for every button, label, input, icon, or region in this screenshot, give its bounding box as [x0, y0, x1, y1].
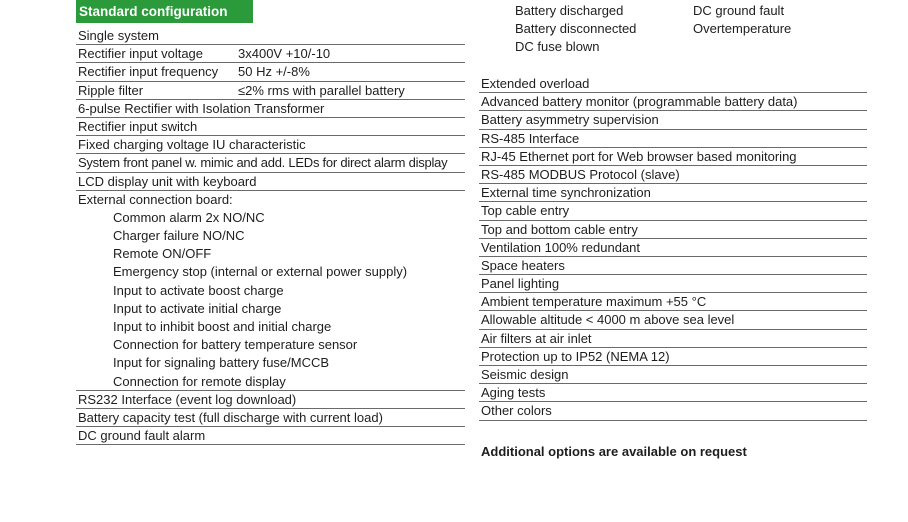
config-label: Rectifier input voltage — [78, 46, 204, 62]
option-row: Extended overload — [479, 75, 867, 93]
connection-subitem: Emergency stop (internal or external power supply) — [113, 264, 408, 280]
config-label: External connection board: — [78, 191, 233, 207]
option-row: RS-485 MODBUS Protocol (slave) — [479, 166, 867, 184]
section-header: Standard configuration — [76, 0, 253, 23]
alarm-item: Overtemperature — [693, 21, 792, 36]
config-row — [76, 100, 465, 118]
config-row — [76, 191, 465, 209]
option-row: Other colors — [479, 402, 867, 420]
config-row — [76, 63, 465, 81]
connection-subitem: Connection for battery temperature sensor — [113, 337, 358, 353]
option-row: Top cable entry — [479, 202, 867, 220]
config-row: DC ground fault alarm — [76, 427, 465, 445]
config-label: 6-pulse Rectifier with Isolation Transformer — [78, 100, 325, 116]
option-row: Aging tests — [479, 384, 867, 402]
option-row: Allowable altitude < 4000 m above sea level — [479, 311, 867, 329]
additional-options-note: Additional options are available on request — [481, 444, 747, 459]
config-row — [76, 154, 465, 172]
option-row: RJ-45 Ethernet port for Web browser based monitoring — [479, 148, 867, 166]
config-row — [76, 27, 465, 45]
connection-subitem: Input to activate boost charge — [113, 282, 284, 298]
connection-subitem: Input to activate initial charge — [113, 300, 282, 316]
config-label: Rectifier input switch — [78, 118, 198, 134]
alarm-item: DC fuse blown — [515, 39, 600, 54]
config-value: 50 Hz +/-8% — [238, 64, 310, 80]
option-row: Protection up to IP52 (NEMA 12) — [479, 348, 867, 366]
connection-subitem: Charger failure NO/NC — [113, 228, 245, 244]
config-row — [76, 45, 465, 63]
option-row: External time synchronization — [479, 184, 867, 202]
option-row: Battery asymmetry supervision — [479, 111, 867, 129]
config-label: Fixed charging voltage IU characteristic — [78, 137, 306, 153]
option-row: Advanced battery monitor (programmable battery data) — [479, 93, 867, 111]
config-label: Ripple filter — [78, 82, 144, 98]
config-value: 3x400V +10/-10 — [238, 46, 331, 62]
connection-subitem: Connection for remote display — [76, 373, 465, 391]
config-value: ≤2% rms with parallel battery — [238, 82, 405, 98]
config-label: LCD display unit with keyboard — [78, 173, 257, 189]
config-row: RS232 Interface (event log download) — [76, 391, 465, 409]
connection-subitem: Common alarm 2x NO/NC — [113, 209, 265, 225]
alarm-item: Battery disconnected — [515, 21, 637, 36]
option-row: Air filters at air inlet — [479, 330, 867, 348]
options-table — [479, 75, 867, 421]
config-label: System front panel w. mimic and add. LEDs for direct alarm display — [78, 155, 448, 171]
connection-subitem: Input for signaling battery fuse/MCCB — [113, 355, 330, 371]
standard-configuration-table — [76, 0, 465, 445]
alarm-item: Battery discharged — [515, 3, 624, 18]
option-row: Ventilation 100% redundant — [479, 239, 867, 257]
alarm-list — [515, 2, 835, 58]
option-row: Seismic design — [479, 366, 867, 384]
option-row: Space heaters — [479, 257, 867, 275]
option-row: Panel lighting — [479, 275, 867, 293]
config-row — [76, 136, 465, 154]
connection-subitem: Input to inhibit boost and initial charge — [113, 319, 332, 334]
config-row — [76, 173, 465, 191]
config-label: Rectifier input frequency — [78, 64, 219, 80]
config-label: Single system — [78, 28, 159, 43]
alarm-item: DC ground fault — [693, 3, 785, 18]
config-row: Battery capacity test (full discharge with current load) — [76, 409, 465, 427]
config-row — [76, 82, 465, 100]
connection-subitem: Remote ON/OFF — [113, 246, 212, 262]
config-row — [76, 118, 465, 136]
option-row: RS-485 Interface — [479, 130, 867, 148]
option-row: Ambient temperature maximum +55 °C — [479, 293, 867, 311]
option-row: Top and bottom cable entry — [479, 221, 867, 239]
